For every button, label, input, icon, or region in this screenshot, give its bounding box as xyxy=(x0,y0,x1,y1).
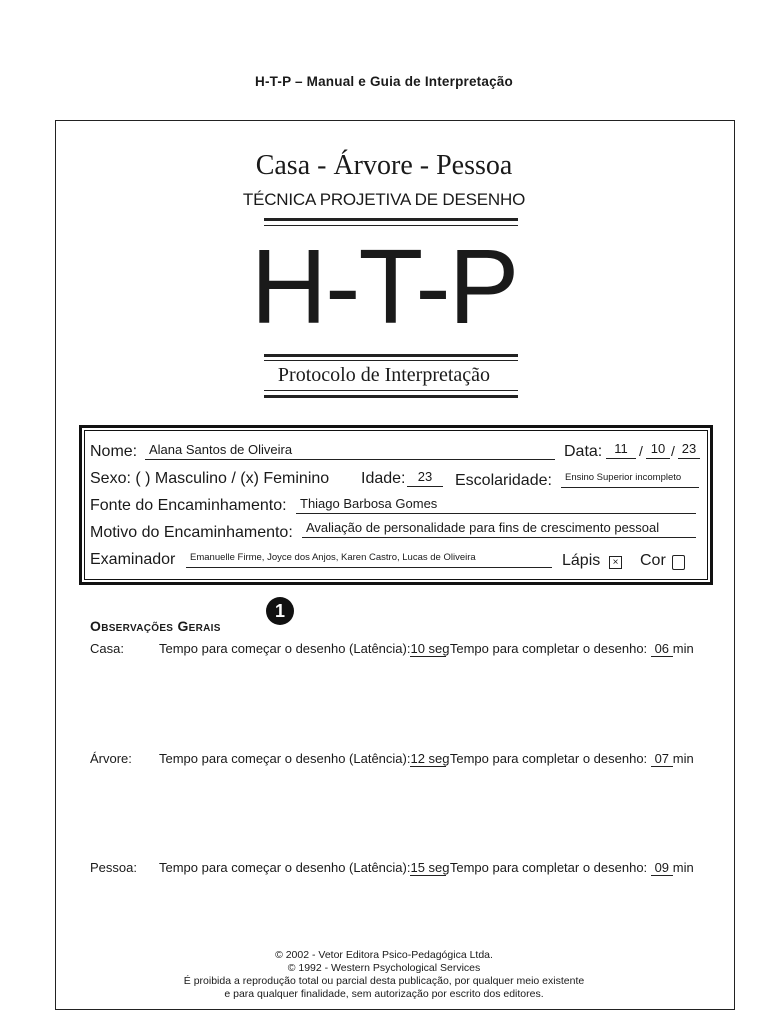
htp-logo: H-T-P xyxy=(250,228,518,346)
completion-label: Tempo para completar o desenho: xyxy=(449,641,648,656)
date-month-field[interactable]: 10 xyxy=(646,441,670,459)
observation-row-person xyxy=(90,860,694,876)
completion-unit: min xyxy=(672,860,694,875)
latency-field[interactable]: 15 seg xyxy=(410,860,450,875)
row-label: Casa: xyxy=(90,641,124,656)
color-label: Cor xyxy=(640,552,666,569)
rights-notice: É proibida a reprodução total ou parcial desta publicação, por qualquer meio existente xyxy=(183,975,585,987)
examiner-field[interactable]: Emanuelle Firme, Joyce dos Anjos, Karen Castro, Lucas de Oliveira xyxy=(186,550,552,568)
divider xyxy=(264,395,518,398)
observation-row-house xyxy=(90,641,694,657)
latency-field[interactable]: 10 seg xyxy=(410,641,450,656)
row-label: Pessoa: xyxy=(90,860,137,875)
date-day-field[interactable]: 11 xyxy=(606,441,636,459)
protocol-title: Protocolo de Interpretação xyxy=(277,364,491,386)
completion-label: Tempo para completar o desenho: xyxy=(449,751,648,766)
referral-reason-field[interactable]: Avaliação de personalidade para fins de crescimento pessoal xyxy=(302,520,696,538)
copyright-line: © 2002 - Vetor Editora Psico-Pedagógica Ltda. xyxy=(275,949,493,961)
date-separator: / xyxy=(639,443,643,459)
education-field[interactable]: Ensino Superior incompleto xyxy=(561,470,699,488)
referral-source-label: Fonte do Encaminhamento: xyxy=(90,497,287,514)
row-label: Árvore: xyxy=(90,751,132,766)
document-title: Casa - Árvore - Pessoa xyxy=(255,150,513,181)
date-separator: / xyxy=(671,443,675,459)
section-title: Observações Gerais xyxy=(90,618,221,634)
latency-label: Tempo para começar o desenho (Latência): xyxy=(159,641,411,656)
age-field[interactable]: 23 xyxy=(407,469,443,487)
date-year-field[interactable]: 23 xyxy=(678,441,700,459)
divider xyxy=(264,354,518,357)
pencil-label: Lápis xyxy=(562,552,601,569)
completion-field[interactable]: 07 xyxy=(651,751,673,767)
copyright-line: © 1992 - Western Psychological Services xyxy=(287,962,481,974)
education-label: Escolaridade: xyxy=(455,472,552,489)
divider xyxy=(264,390,518,391)
date-label: Data: xyxy=(564,443,603,460)
examiner-label: Examinador xyxy=(90,551,176,568)
completion-unit: min xyxy=(672,751,694,766)
completion-label: Tempo para completar o desenho: xyxy=(449,860,648,875)
section-number-badge: 1 xyxy=(266,597,294,625)
pencil-checkbox[interactable] xyxy=(609,554,622,572)
completion-field[interactable]: 06 xyxy=(651,641,673,657)
rights-notice: e para qualquer finalidade, sem autorização por escrito dos editores. xyxy=(224,988,544,1000)
divider xyxy=(264,360,518,361)
color-checkbox[interactable] xyxy=(672,554,685,572)
checkbox-empty-icon xyxy=(672,555,685,570)
sex-field[interactable]: Sexo: ( ) Masculino / (x) Feminino xyxy=(90,470,330,487)
referral-source-field[interactable]: Thiago Barbosa Gomes xyxy=(296,496,696,514)
observation-row-tree xyxy=(90,751,694,767)
name-label: Nome: xyxy=(90,443,138,460)
age-label: Idade: xyxy=(361,470,406,487)
completion-field[interactable]: 09 xyxy=(651,860,673,876)
latency-label: Tempo para começar o desenho (Latência): xyxy=(159,860,411,875)
latency-field[interactable]: 12 seg xyxy=(410,751,450,766)
divider xyxy=(264,218,518,221)
latency-label: Tempo para começar o desenho (Latência): xyxy=(159,751,411,766)
check-mark-icon: × xyxy=(609,556,622,569)
document-subtitle: TÉCNICA PROJETIVA DE DESENHO xyxy=(242,190,526,209)
completion-unit: min xyxy=(672,641,694,656)
name-field[interactable]: Alana Santos de Oliveira xyxy=(145,442,555,460)
referral-reason-label: Motivo do Encaminhamento: xyxy=(90,524,293,541)
running-head: H-T-P – Manual e Guia de Interpretação xyxy=(255,74,513,89)
